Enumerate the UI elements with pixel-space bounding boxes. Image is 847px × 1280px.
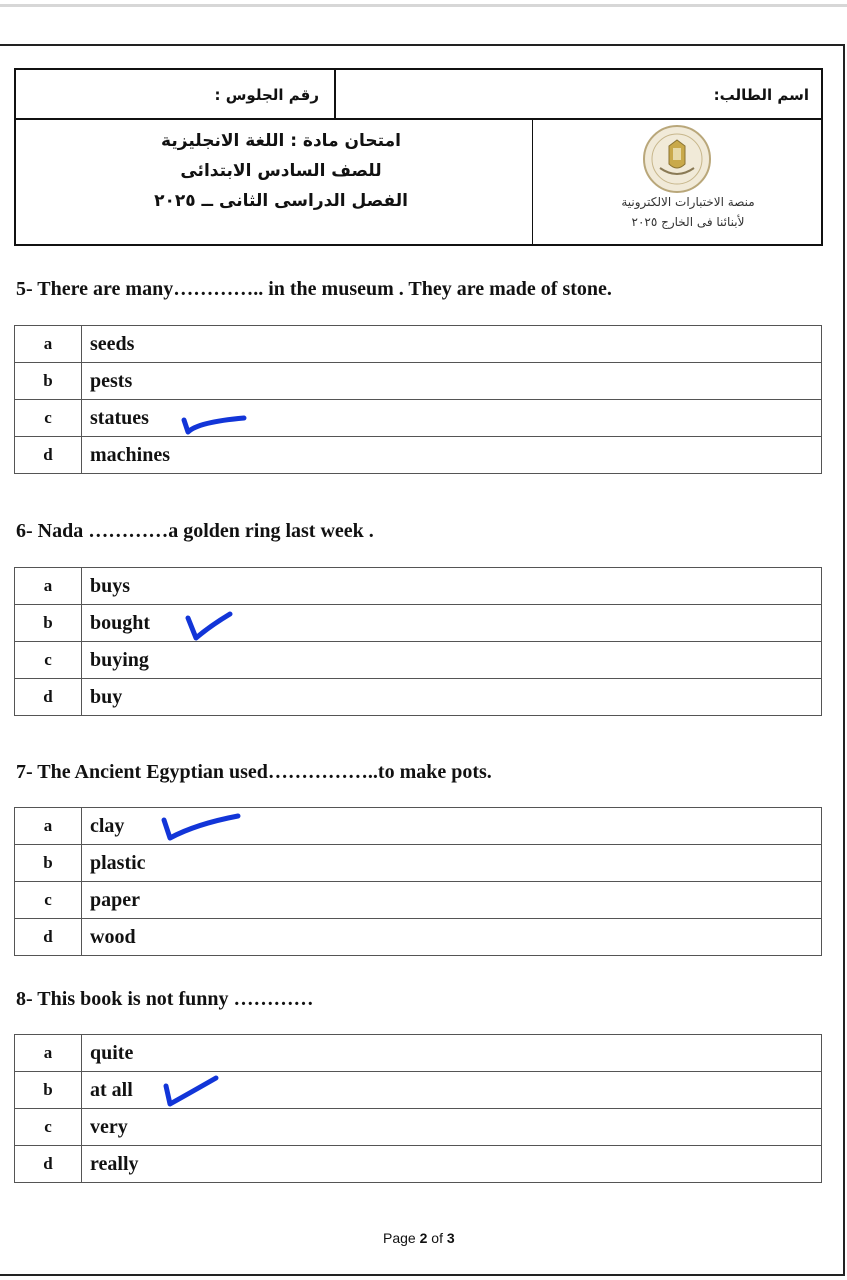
platform-name — [568, 192, 808, 232]
exam-header — [14, 68, 823, 246]
ministry-seal-icon — [642, 124, 712, 194]
checkmark-icon — [156, 808, 244, 844]
exam-title-line: الفصل الدراسى الثانى ــ ٢٠٢٥ — [154, 191, 408, 211]
option-letter: b — [15, 605, 82, 642]
checkmark-icon — [158, 1070, 222, 1112]
page-number — [383, 1230, 455, 1246]
exam-title-line: امتحان مادة : اللغة الانجليزية — [161, 131, 401, 151]
header-divider — [334, 70, 336, 120]
option-letter: a — [15, 568, 82, 605]
platform-line: لأبنائنا فى الخارج ٢٠٢٥ — [631, 215, 745, 229]
top-edge-line — [0, 4, 847, 7]
question-text: 6- Nada …………a golden ring last week . — [16, 520, 374, 542]
option-letter: b — [15, 1072, 82, 1109]
platform-line: منصة الاختبارات الالكترونية — [621, 195, 755, 209]
option-text: pests — [82, 363, 822, 400]
option-row[interactable] — [15, 882, 822, 919]
option-row[interactable] — [15, 1109, 822, 1146]
option-text: really — [82, 1146, 822, 1183]
option-row[interactable] — [15, 1072, 822, 1109]
question-text: 5- There are many………….. in the museum . They are made of stone. — [16, 278, 612, 300]
option-letter: b — [15, 845, 82, 882]
option-letter: a — [15, 326, 82, 363]
option-text: plastic — [82, 845, 822, 882]
page-prefix: Page — [383, 1230, 416, 1246]
option-row[interactable] — [15, 400, 822, 437]
option-row[interactable] — [15, 642, 822, 679]
options-table — [14, 325, 822, 474]
page-total: 3 — [446, 1230, 455, 1246]
option-letter: c — [15, 1109, 82, 1146]
checkmark-icon — [180, 606, 236, 646]
option-text: statues — [82, 400, 822, 437]
option-text: very — [82, 1109, 822, 1146]
page-current: 2 — [419, 1230, 428, 1246]
option-letter: c — [15, 642, 82, 679]
option-text: at all — [82, 1072, 822, 1109]
option-text: clay — [82, 808, 822, 845]
option-text: seeds — [82, 326, 822, 363]
option-row[interactable] — [15, 437, 822, 474]
option-row[interactable] — [15, 326, 822, 363]
option-row[interactable] — [15, 919, 822, 956]
header-divider — [532, 120, 533, 246]
exam-title-line: للصف السادس الابتدائى — [180, 161, 382, 181]
option-text: bought — [82, 605, 822, 642]
option-row[interactable] — [15, 568, 822, 605]
student-name-label: اسم الطالب: — [713, 86, 809, 104]
option-text: quite — [82, 1035, 822, 1072]
header-top-row — [16, 70, 821, 120]
option-letter: c — [15, 400, 82, 437]
option-row[interactable] — [15, 363, 822, 400]
option-letter: a — [15, 808, 82, 845]
exam-title — [146, 126, 416, 216]
option-row[interactable] — [15, 845, 822, 882]
option-text: wood — [82, 919, 822, 956]
question-text: 8- This book is not funny ………… — [16, 988, 314, 1010]
seat-number-label: رقم الجلوس : — [214, 86, 319, 104]
option-row[interactable] — [15, 1146, 822, 1183]
options-table — [14, 807, 822, 956]
option-letter: d — [15, 679, 82, 716]
option-row[interactable] — [15, 679, 822, 716]
option-letter: a — [15, 1035, 82, 1072]
question-text: 7- The Ancient Egyptian used……………..to make pots. — [16, 761, 492, 783]
checkmark-icon — [178, 406, 250, 438]
option-row[interactable] — [15, 808, 822, 845]
page-of: of — [431, 1230, 443, 1246]
option-text: machines — [82, 437, 822, 474]
option-text: paper — [82, 882, 822, 919]
option-letter: d — [15, 437, 82, 474]
option-row[interactable] — [15, 605, 822, 642]
option-text: buy — [82, 679, 822, 716]
option-letter: c — [15, 882, 82, 919]
option-letter: d — [15, 919, 82, 956]
option-row[interactable] — [15, 1035, 822, 1072]
option-letter: b — [15, 363, 82, 400]
option-text: buying — [82, 642, 822, 679]
option-letter: d — [15, 1146, 82, 1183]
options-table — [14, 567, 822, 716]
options-table — [14, 1034, 822, 1183]
option-text: buys — [82, 568, 822, 605]
